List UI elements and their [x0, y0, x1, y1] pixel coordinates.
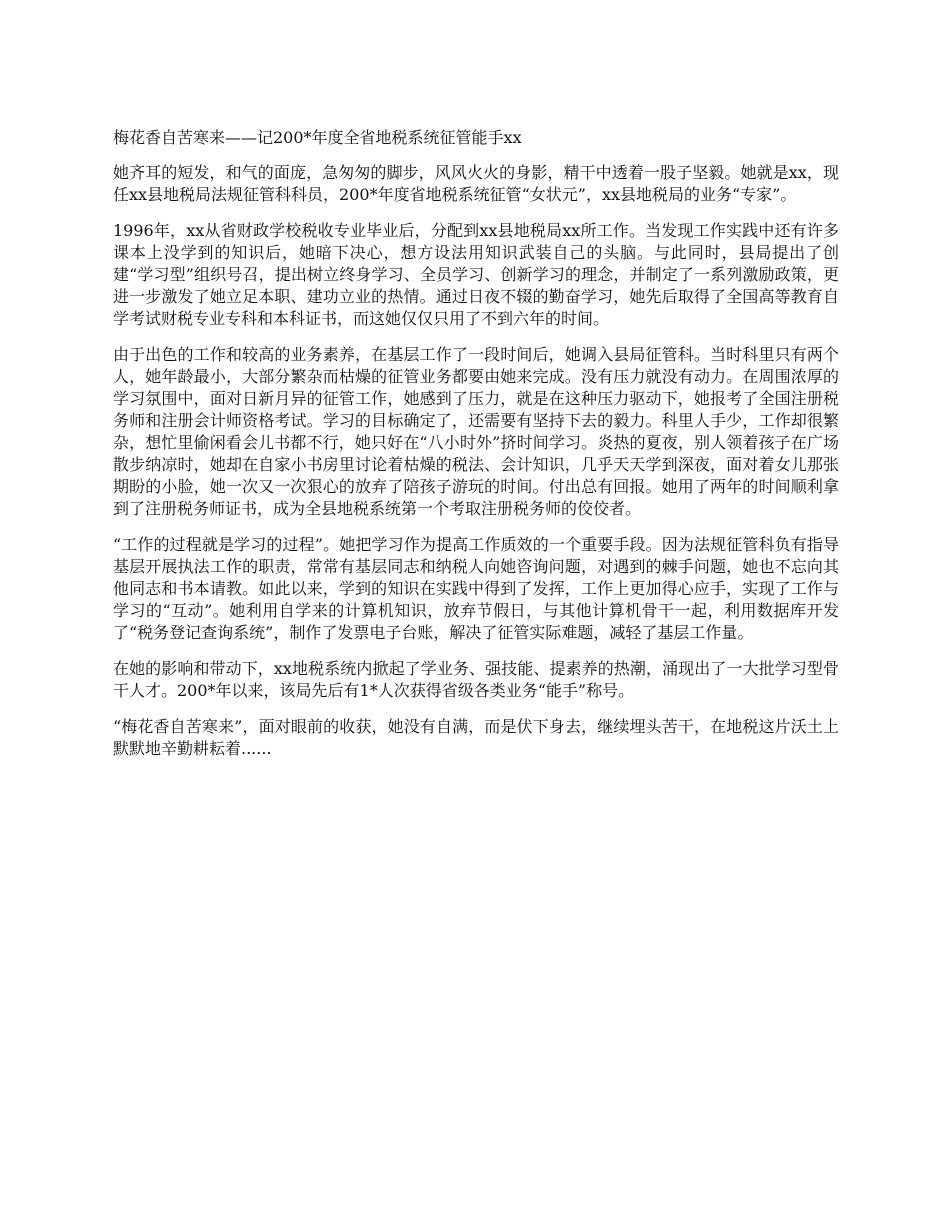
- paragraph-4: “工作的过程就是学习的过程”。她把学习作为提高工作质效的一个重要手段。因为法规征管科负有指导基层开展执法工作的职责，常常有基层同志和纳税人向她咨询问题，对遇到的棘手问题，她也不忘向其他同志和书本请教。如此以来，学到的知识在实践中得到了发挥，工作上更加得心应手，实现了工作与学习的“互动”。她利用自学来的计算机知识，放弃节假日，与其他计算机骨干一起，利用数据库开发了“税务登记查询系统”，制作了发票电子台账，解决了征管实际难题，减轻了基层工作量。: [113, 535, 839, 642]
- paragraph-1: 她齐耳的短发，和气的面庞，急匆匆的脚步，风风火火的身影，精干中透着一股子坚毅。她就是xx，现任xx县地税局法规征管科科员，200*年度省地税系统征管“女状元”，xx县地税局的业务“专家”。: [113, 163, 839, 204]
- document-page: [113, 128, 839, 774]
- paragraph-6: “梅花香自苦寒来”，面对眼前的收获，她没有自满，而是伏下身去，继续埋头苦干，在地税这片沃土上默默地辛勤耕耘着......: [113, 717, 839, 758]
- paragraph-2: 1996年，xx从省财政学校税收专业毕业后，分配到xx县地税局xx所工作。当发现工作实践中还有许多课本上没学到的知识后，她暗下决心，想方设法用知识武装自己的头脑。与此同时，县局提出了创建“学习型”组织号召，提出树立终身学习、全员学习、创新学习的理念，并制定了一系列激励政策，更进一步激发了她立足本职、建功立业的热情。通过日夜不辍的勤奋学习，她先后取得了全国高等教育自学考试财税专业专科和本科证书，而这她仅仅只用了不到六年的时间。: [113, 221, 839, 328]
- paragraph-3: 由于出色的工作和较高的业务素养，在基层工作了一段时间后，她调入县局征管科。当时科里只有两个人，她年龄最小，大部分繁杂而枯燥的征管业务都要由她来完成。没有压力就没有动力。在周围浓厚的学习氛围中，面对日新月异的征管工作，她感到了压力，就是在这种压力驱动下，她报考了全国注册税务师和注册会计师资格考试。学习的目标确定了，还需要有坚持下去的毅力。科里人手少，工作却很繁杂，想忙里偷闲看会儿书都不行，她只好在“八小时外”挤时间学习。炎热的夏夜，别人领着孩子在广场散步纳凉时，她却在自家小书房里讨论着枯燥的税法、会计知识，几乎天天学到深夜，面对着女儿那张期盼的小脸，她一次又一次狠心的放弃了陪孩子游玩的时间。付出总有回报。她用了两年的时间顺利拿到了注册税务师证书，成为全县地税系统第一个考取注册税务师的佼佼者。: [113, 345, 839, 518]
- document-title: 梅花香自苦寒来——记200*年度全省地税系统征管能手xx: [113, 128, 522, 147]
- paragraph-5: 在她的影响和带动下，xx地税系统内掀起了学业务、强技能、提素养的热潮，涌现出了一大批学习型骨干人才。200*年以来，该局先后有1*人次获得省级各类业务“能手”称号。: [113, 659, 839, 700]
